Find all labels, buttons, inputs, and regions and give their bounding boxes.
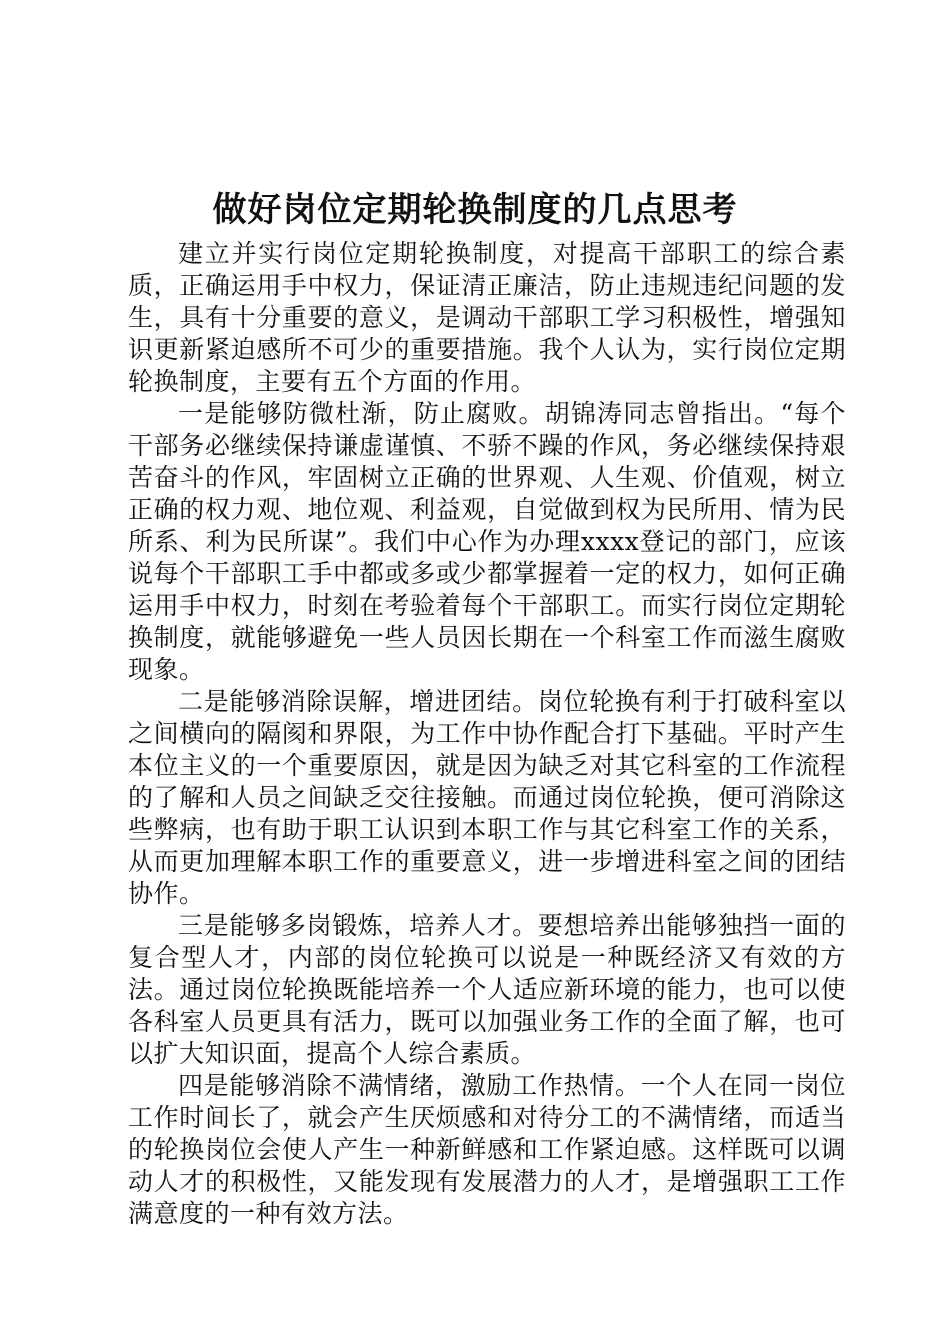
paragraph-point-two: 二是能够消除误解，增进团结。岗位轮换有利于打破科室以之间横向的隔阂和界限，为工作中协作配合打下基础。平时产生本位主义的一个重要原因，就是因为缺乏对其它科室的工作流程的了解和人员之间缺乏交往接触。而通过岗位轮换，便可消除这些弊病，也有助于职工认识到本职工作与其它科室工作的关系，从而更加理解本职工作的重要意义，进一步增进科室之间的团结协作。 bbox=[128, 687, 846, 908]
paragraph-point-one: 一是能够防微杜渐，防止腐败。胡锦涛同志曾指出。“每个干部务必继续保持谦虚谨慎、不骄不躁的作风，务必继续保持艰苦奋斗的作风，牢固树立正确的世界观、人生观、价值观，树立正确的权力观、地位观、利益观，自觉做到权为民所用、情为民所系、利为民所谋”。我们中心作为办理xxxx登记的部门，应该说每个干部职工手中都或多或少都掌握着一定的权力，如何正确运用手中权力，时刻在考验着每个干部职工。而实行岗位定期轮换制度，就能够避免一些人员因长期在一个科室工作而滋生腐败现象。 bbox=[128, 399, 846, 684]
paragraph-intro: 建立并实行岗位定期轮换制度，对提高干部职工的综合素质，正确运用手中权力，保证清正廉洁，防止违规违纪问题的发生，具有十分重要的意义，是调动干部职工学习积极性，增强知识更新紧迫感所不可少的重要措施。我个人认为，实行岗位定期轮换制度，主要有五个方面的作用。 bbox=[128, 239, 846, 396]
paragraph-point-three: 三是能够多岗锻炼，培养人才。要想培养出能够独挡一面的复合型人才，内部的岗位轮换可以说是一种既经济又有效的方法。通过岗位轮换既能培养一个人适应新环境的能力，也可以使各科室人员更具有活力，既可以加强业务工作的全面了解，也可以扩大知识面，提高个人综合素质。 bbox=[128, 911, 846, 1068]
document-title: 做好岗位定期轮换制度的几点思考 bbox=[212, 190, 738, 230]
document-body bbox=[128, 238, 846, 1230]
paragraph-point-four: 四是能够消除不满情绪，激励工作热情。一个人在同一岗位工作时间长了，就会产生厌烦感和对待分工的不满情绪，而适当的轮换岗位会使人产生一种新鲜感和工作紧迫感。这样既可以调动人才的积极性，又能发现有发展潜力的人才，是增强职工工作满意度的一种有效方法。 bbox=[128, 1071, 846, 1228]
